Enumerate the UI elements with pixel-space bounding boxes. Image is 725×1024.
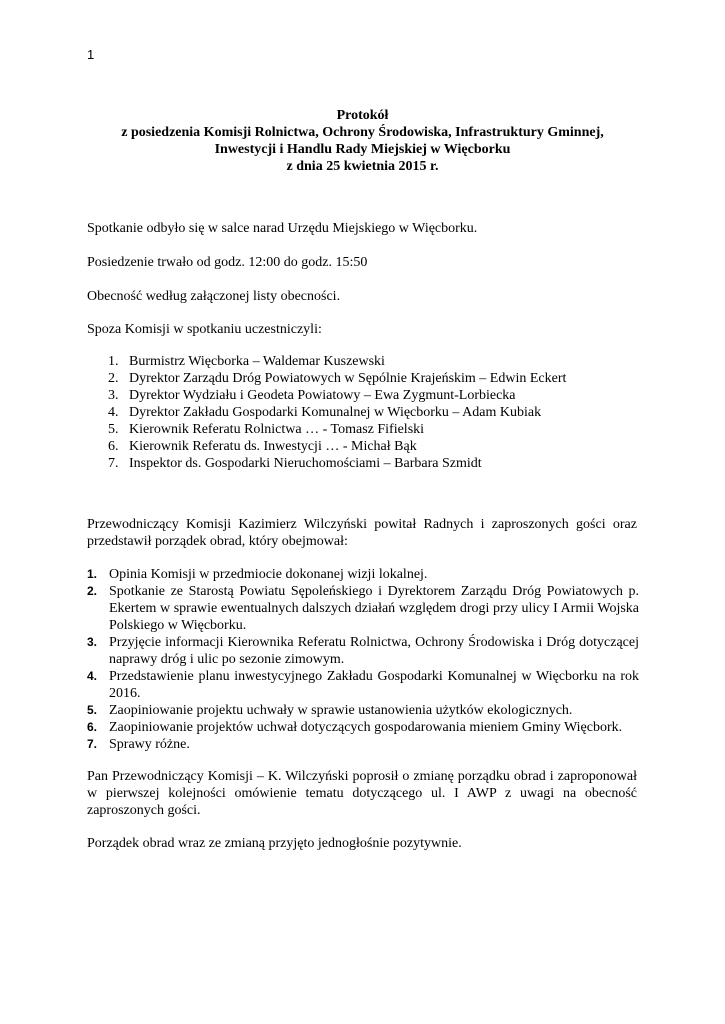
list-text: Dyrektor Zakładu Gospodarki Komunalnej w Więcborku – Adam Kubiak bbox=[129, 405, 542, 420]
list-item bbox=[108, 455, 628, 472]
list-text: Kierownik Referatu Rolnictwa … - Tomasz Fifielski bbox=[129, 422, 425, 437]
meeting-time: Posiedzenie trwało od godz. 12:00 do godz. 15:50 bbox=[87, 255, 368, 270]
list-item bbox=[87, 566, 639, 583]
agenda-conclusion: Porządek obrad wraz ze zmianą przyjęto jednogłośnie pozytywnie. bbox=[87, 836, 462, 851]
list-text: Spotkanie ze Starostą Powiatu Sępoleńskiego i Dyrektorem Zarządu Dróg Powiatowych p. Ekertem w sprawie ewentualnych dalszych działań względem drogi przy ulicy I Armii Wojska Polskiego w Więcborku. bbox=[109, 584, 639, 633]
title-line-1: Protokół bbox=[336, 108, 389, 123]
list-number: 1. bbox=[108, 354, 119, 369]
list-number: 5. bbox=[87, 703, 98, 717]
list-number: 6. bbox=[108, 439, 119, 454]
list-item bbox=[108, 421, 628, 438]
page-number: 1 bbox=[87, 47, 95, 62]
list-number: 3. bbox=[87, 635, 98, 649]
list-item bbox=[108, 438, 628, 455]
list-text: Burmistrz Więcborka – Waldemar Kuszewski bbox=[129, 354, 385, 369]
list-text: Kierownik Referatu ds. Inwestycji … - Michał Bąk bbox=[129, 439, 417, 454]
list-text: Przyjęcie informacji Kierownika Referatu Rolnictwa, Ochrony Środowiska i Dróg dotyczącej naprawy dróg i ulic po sezonie zimowym. bbox=[109, 635, 639, 667]
title-line-3: Inwestycji i Handlu Rady Miejskiej w Więcborku bbox=[214, 142, 511, 157]
agenda-list bbox=[87, 566, 639, 753]
list-number: 7. bbox=[87, 737, 98, 751]
list-item bbox=[87, 668, 639, 702]
list-item bbox=[108, 353, 628, 370]
list-item bbox=[108, 387, 628, 404]
guests-heading: Spoza Komisji w spotkaniu uczestniczyli: bbox=[87, 322, 322, 337]
chairman-intro: Przewodniczący Komisji Kazimierz Wilczyński powitał Radnych i zaproszonych gości oraz przedstawił porządek obrad, który obejmował: bbox=[87, 517, 637, 549]
attendance-note: Obecność według załączonej listy obecności. bbox=[87, 289, 341, 304]
list-number: 5. bbox=[108, 422, 119, 437]
list-text: Opinia Komisji w przedmiocie dokonanej wizji lokalnej. bbox=[109, 567, 428, 582]
title-line-2: z posiedzenia Komisji Rolnictwa, Ochrony Środowiska, Infrastruktury Gminnej, bbox=[121, 125, 604, 140]
list-number: 7. bbox=[108, 456, 119, 471]
meeting-location: Spotkanie odbyło się w salce narad Urzędu Miejskiego w Więcborku. bbox=[87, 221, 478, 236]
list-number: 4. bbox=[108, 405, 119, 420]
list-item bbox=[108, 370, 628, 387]
list-number: 6. bbox=[87, 720, 98, 734]
list-text: Dyrektor Wydziału i Geodeta Powiatowy – Ewa Zygmunt-Lorbiecka bbox=[129, 388, 516, 403]
document-title bbox=[0, 107, 725, 175]
list-item bbox=[87, 702, 639, 719]
list-item bbox=[87, 634, 639, 668]
title-line-4: z dnia 25 kwietnia 2015 r. bbox=[286, 159, 439, 174]
list-text: Dyrektor Zarządu Dróg Powiatowych w Sępólnie Krajeńskim – Edwin Eckert bbox=[129, 371, 567, 386]
agenda-change-request: Pan Przewodniczący Komisji – K. Wilczyński poprosił o zmianę porządku obrad i zaproponował w pierwszej kolejności omówienie tematu dotyczącego ul. I AWP z uwagi na obecność zaproszonych gości. bbox=[87, 769, 637, 818]
list-number: 2. bbox=[108, 371, 119, 386]
list-number: 3. bbox=[108, 388, 119, 403]
guest-list bbox=[108, 353, 628, 472]
list-text: Sprawy różne. bbox=[109, 737, 190, 752]
list-item bbox=[108, 404, 628, 421]
list-item bbox=[87, 736, 639, 753]
list-text: Przedstawienie planu inwestycyjnego Zakładu Gospodarki Komunalnej w Więcborku na rok 2016. bbox=[109, 669, 639, 701]
list-number: 4. bbox=[87, 669, 98, 683]
list-number: 2. bbox=[87, 584, 98, 598]
list-item bbox=[87, 719, 639, 736]
list-text: Zaopiniowanie projektu uchwały w sprawie ustanowienia użytków ekologicznych. bbox=[109, 703, 573, 718]
list-item bbox=[87, 583, 639, 634]
list-text: Zaopiniowanie projektów uchwał dotyczących gospodarowania mieniem Gminy Więcbork. bbox=[109, 720, 623, 735]
list-number: 1. bbox=[87, 567, 98, 581]
list-text: Inspektor ds. Gospodarki Nieruchomościami – Barbara Szmidt bbox=[129, 456, 482, 471]
